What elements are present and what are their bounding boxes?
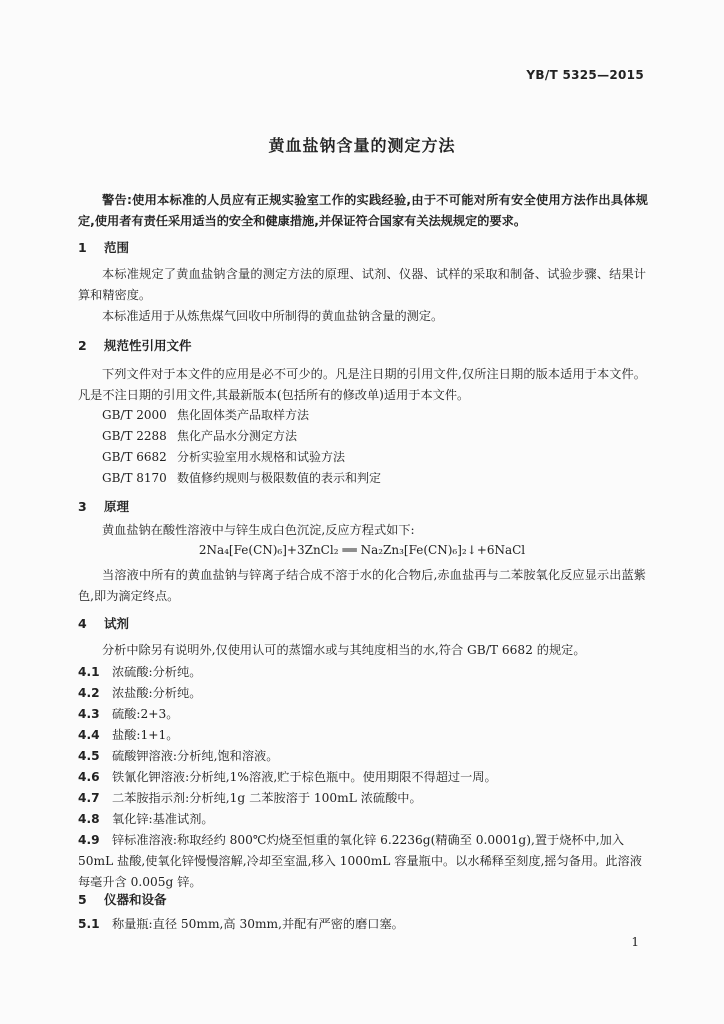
item-number: 4.3 xyxy=(78,707,100,721)
section-number: 3 xyxy=(78,499,87,514)
item-number: 5.1 xyxy=(78,917,100,931)
section-title: 规范性引用文件 xyxy=(104,338,192,353)
list-item xyxy=(78,683,648,704)
reaction-equation: 2Na₄[Fe(CN)₆]+3ZnCl₂ ══ Na₂Zn₃[Fe(CN)₆]₂↓+6NaCl xyxy=(198,543,526,557)
list-item xyxy=(78,809,648,830)
list-item xyxy=(78,662,648,683)
section-title: 范围 xyxy=(104,240,130,255)
reference-name: 分析实验室用水规格和试验方法 xyxy=(177,450,346,464)
section-number: 4 xyxy=(78,616,87,631)
list-item xyxy=(78,725,648,746)
reference-item xyxy=(102,468,381,489)
list-item xyxy=(78,704,648,725)
section-title: 原理 xyxy=(104,499,130,514)
warning-paragraph: 警告:使用本标准的人员应有正规实验室工作的实践经验,由于不可能对所有安全使用方法作出具体规定,使用者有责任采用适当的安全和健康措施,并保证符合国家有关法规规定的要求。 xyxy=(78,193,648,228)
item-text: 氧化锌:基准试剂。 xyxy=(112,812,214,826)
reference-name: 焦化产品水分测定方法 xyxy=(177,429,298,443)
reference-code: GB/T 2000 xyxy=(102,408,167,422)
paragraph: 下列文件对于本文件的应用是必不可少的。凡是注日期的引用文件,仅所注日期的版本适用于本文件。凡是不注日期的引用文件,其最新版本(包括所有的修改单)适用于本文件。 xyxy=(78,367,646,402)
item-number: 4.2 xyxy=(78,686,100,700)
paragraph: 黄血盐钠在酸性溶液中与锌生成白色沉淀,反应方程式如下: xyxy=(102,523,415,537)
section-heading-1 xyxy=(78,238,129,256)
section-number: 5 xyxy=(78,892,87,907)
reference-code: GB/T 8170 xyxy=(102,471,167,485)
item-number: 4.7 xyxy=(78,791,100,805)
reference-item xyxy=(102,447,345,468)
item-text: 浓盐酸:分析纯。 xyxy=(112,686,202,700)
item-number: 4.1 xyxy=(78,665,100,679)
list-item xyxy=(78,788,648,809)
item-number: 4.5 xyxy=(78,749,100,763)
paragraph: 分析中除另有说明外,仅使用认可的蒸馏水或与其纯度相当的水,符合 GB/T 6682 的规定。 xyxy=(102,643,586,657)
item-text: 二苯胺指示剂:分析纯,1g 二苯胺溶于 100mL 浓硫酸中。 xyxy=(112,791,422,805)
item-number: 4.4 xyxy=(78,728,100,742)
reference-code: GB/T 2288 xyxy=(102,429,167,443)
list-item xyxy=(78,914,648,935)
item-number: 4.8 xyxy=(78,812,100,826)
section-heading-4 xyxy=(78,614,129,632)
paragraph: 本标准适用于从炼焦煤气回收中所制得的黄血盐钠含量的测定。 xyxy=(102,309,444,323)
reference-name: 焦化固体类产品取样方法 xyxy=(177,408,310,422)
document-title: 黄血盐钠含量的测定方法 xyxy=(268,136,456,155)
list-item xyxy=(78,830,648,893)
item-number: 4.9 xyxy=(78,833,100,847)
section-title: 仪器和设备 xyxy=(104,892,167,907)
standard-code: YB/T 5325—2015 xyxy=(526,68,644,82)
item-text: 称量瓶:直径 50mm,高 30mm,并配有严密的磨口塞。 xyxy=(112,917,404,931)
item-text: 浓硫酸:分析纯。 xyxy=(112,665,202,679)
section-number: 1 xyxy=(78,240,87,255)
item-number: 4.6 xyxy=(78,770,100,784)
reference-item xyxy=(102,405,309,426)
page-number: 1 xyxy=(631,935,639,949)
item-text: 铁氰化钾溶液:分析纯,1%溶液,贮于棕色瓶中。使用期限不得超过一周。 xyxy=(112,770,497,784)
section-heading-5 xyxy=(78,890,167,908)
list-item xyxy=(78,767,648,788)
list-item xyxy=(78,746,648,767)
reference-code: GB/T 6682 xyxy=(102,450,167,464)
item-text: 硫酸:2+3。 xyxy=(112,707,179,721)
section-title: 试剂 xyxy=(104,616,130,631)
item-text: 盐酸:1+1。 xyxy=(112,728,179,742)
item-text: 硫酸钾溶液:分析纯,饱和溶液。 xyxy=(112,749,279,763)
section-number: 2 xyxy=(78,338,87,353)
reference-item xyxy=(102,426,297,447)
paragraph: 本标准规定了黄血盐钠含量的测定方法的原理、试剂、仪器、试样的采取和制备、试验步骤、结果计算和精密度。 xyxy=(78,267,646,302)
item-text: 锌标准溶液:称取经约 800℃灼烧至恒重的氧化锌 6.2236g(精确至 0.0001g),置于烧杯中,加入 50mL 盐酸,使氧化锌慢慢溶解,冷却至室温,移入 1000mL 容量瓶中。以水稀释至刻度,摇匀备用。此溶液每毫升含 0.005g 锌。 xyxy=(78,833,642,889)
section-heading-2 xyxy=(78,336,192,354)
section-heading-3 xyxy=(78,497,129,515)
paragraph: 当溶液中所有的黄血盐钠与锌离子结合成不溶于水的化合物后,赤血盐再与二苯胺氧化反应显示出蓝紫色,即为滴定终点。 xyxy=(78,568,646,603)
reference-name: 数值修约规则与极限数值的表示和判定 xyxy=(177,471,382,485)
